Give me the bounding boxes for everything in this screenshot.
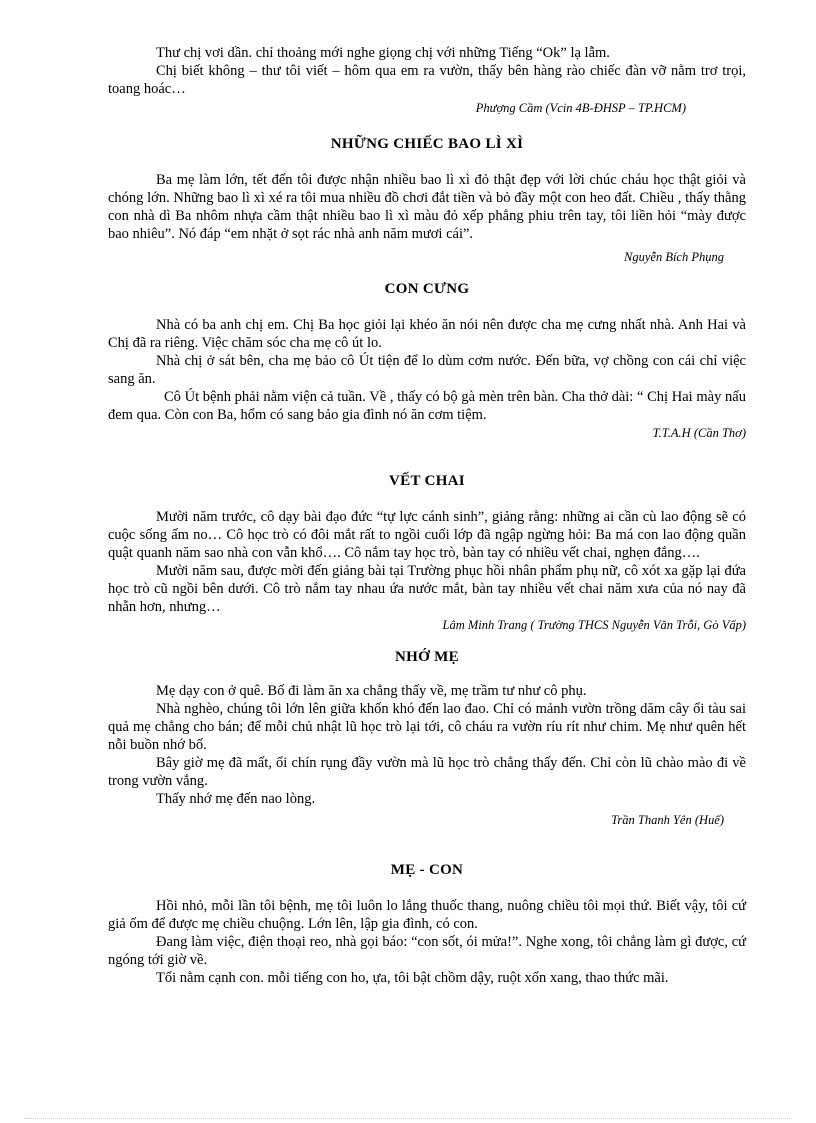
intro-section (108, 44, 746, 117)
paragraph: Nhà có ba anh chị em. Chị Ba học giỏi lại khéo ăn nói nên được cha mẹ cưng nhất nhà. Anh Hai và Chị đã ra riêng. Việc chăm sóc cha mẹ cô út lo. (108, 317, 746, 351)
document-page (108, 44, 746, 987)
byline: Lâm Minh Trang ( Trường THCS Nguyễn Văn Trỗi, Gò Vấp) (442, 618, 746, 632)
story-bao-li-xi (108, 135, 746, 266)
story-title: VẾT CHAI (389, 473, 465, 489)
story-con-cung (108, 280, 746, 442)
byline: T.T.A.H (Cần Thơ) (652, 426, 746, 440)
paragraph: Chị biết không – thư tôi viết – hôm qua em ra vườn, thấy bên hàng rào chiếc đàn vỡ nằm trơ trọi, toang hoác… (108, 63, 746, 97)
paragraph: Mười năm sau, được mời đến giảng bài tại Trường phục hồi nhân phẩm phụ nữ, cô xót xa gặp lại đứa học trò cũ ngồi bên dưới. Cô trò nắm tay nhau ứa nước mắt, bàn tay nhiều vết chai năm xưa của nó nay đã nhẵn hơn, nhưng… (108, 563, 746, 615)
paragraph: Nhà chị ở sát bên, cha mẹ bảo cô Út tiện để lo dùm cơm nước. Đến bữa, vợ chồng con cái chỉ việc sang ăn. (108, 353, 746, 387)
paragraph: Ba mẹ làm lớn, tết đến tôi được nhận nhiều bao lì xì đỏ thật đẹp với lời chúc cháu học thật giỏi và chóng lớn. Những bao lì xì xé ra tôi mua nhiều đồ chơi đắt tiền và bỏ đầy một con heo đất. Chiều , thấy thằng con nhà dì Ba nhôm nhựa cầm thật nhiều bao lì xì màu đỏ xếp phẳng phiu trên tay, tôi liền hỏi “mày được bao nhiêu”. Nó đáp “em nhặt ở sọt rác nhà anh năm mươi cái”. (108, 172, 746, 242)
paragraph: Mười năm trước, cô dạy bài đạo đức “tự lực cánh sinh”, giảng rằng: những ai cần cù lao động sẽ có cuộc sống ấm no… Cô học trò có đôi mắt rất to ngồi cuối lớp đã ngập ngừng hỏi: Ba má con lao động quần quật quanh năm sao nhà con vẫn khổ…. Cô nắm tay học trò, bàn tay có nhiều vết chai, nghẹn đắng…. (108, 509, 746, 561)
byline: Nguyễn Bích Phụng (624, 250, 724, 264)
story-title: NHỚ MẸ (395, 649, 459, 665)
story-title: NHỮNG CHIẾC BAO LÌ XÌ (330, 136, 524, 152)
paragraph: Cô Út bệnh phải nằm viện cả tuần. Về , thấy có bộ gà mèn trên bàn. Cha thở dài: “ Chị Hai mày nấu đem qua. Còn con Ba, hổm có sang bảo gia đình nó ăn cơm tiệm. (108, 389, 746, 423)
story-vet-chai (108, 472, 746, 634)
story-nho-me (108, 648, 746, 829)
story-title: MẸ - CON (390, 862, 464, 878)
paragraph: Mẹ dạy con ở quê. Bố đi làm ăn xa chẳng thấy về, mẹ trầm tư như cô phụ. (156, 683, 587, 699)
byline: Phượng Cầm (Vcin 4B-ĐHSP – TP.HCM) (475, 101, 686, 115)
paragraph: Thư chị vơi dần. chỉ thoảng mới nghe giọng chị với những Tiếng “Ok” lạ lẫm. (156, 45, 610, 61)
page-bottom-divider (24, 1118, 792, 1119)
story-title: CON CƯNG (384, 281, 470, 297)
story-me-con (108, 861, 746, 987)
paragraph: Bây giờ mẹ đã mất, ổi chín rụng đầy vườn mà lũ học trò chẳng thấy đến. Chỉ còn lũ chào mào đi về trong vườn vắng. (108, 755, 746, 789)
byline: Trần Thanh Yên (Huế) (611, 813, 724, 827)
paragraph: Tối nằm cạnh con. mỗi tiếng con ho, ựa, tôi bật chồm dậy, ruột xốn xang, thao thức mãi. (156, 970, 669, 986)
paragraph: Nhà nghèo, chúng tôi lớn lên giữa khốn khó đến lao đao. Chỉ có mảnh vườn trồng dăm cây ổi tàu sai quả mẹ chẳng cho bán; để mỗi chủ nhật lũ học trò lại tới, cô cháu ra vườn ríu rít như chim. Mẹ như quên hết nỗi buồn nhớ bố. (108, 701, 746, 753)
paragraph: Đang làm việc, điện thoại reo, nhà gọi báo: “con sốt, ói mửa!”. Nghe xong, tôi chẳng làm gì được, cứ ngóng tới giờ về. (108, 934, 746, 968)
paragraph: Hồi nhỏ, mỗi lần tôi bệnh, mẹ tôi luôn lo lắng thuốc thang, nuông chiều tôi mọi thứ. Biết vậy, tôi cứ giả ốm để được mẹ chiều chuộng. Lớn lên, lập gia đình, có con. (108, 898, 746, 932)
paragraph: Thấy nhớ mẹ đến nao lòng. (156, 791, 316, 807)
